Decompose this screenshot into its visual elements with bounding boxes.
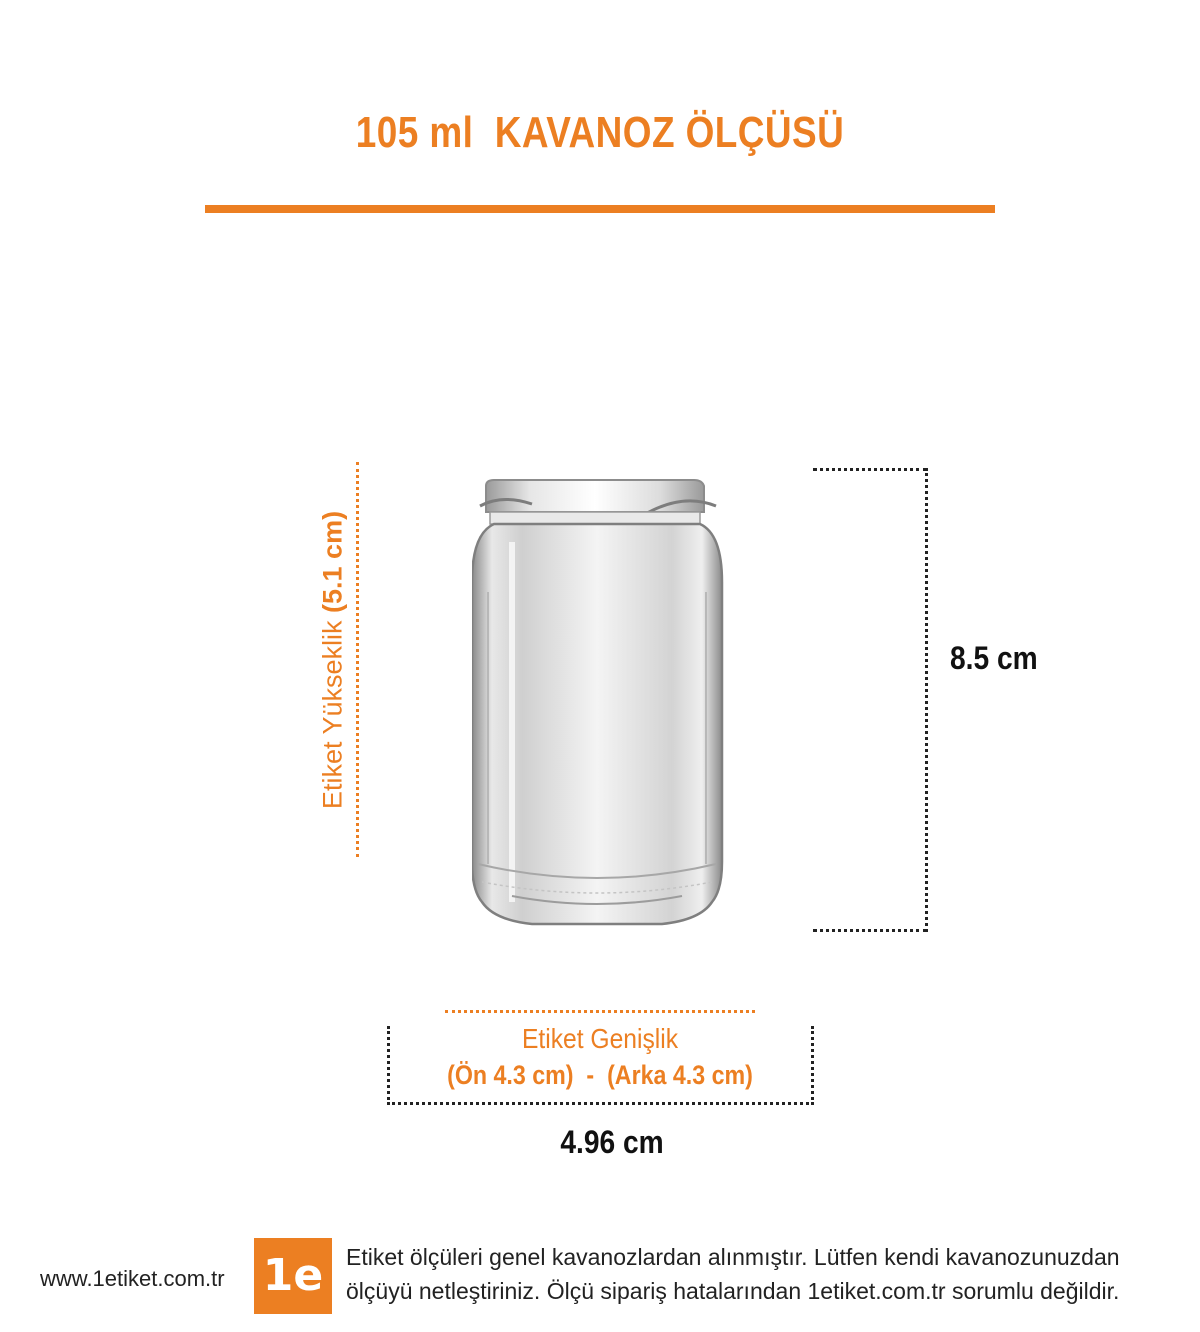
label-width-detail: (Ön 4.3 cm) - (Arka 4.3 cm) <box>447 1060 753 1090</box>
brand-logo <box>254 1238 332 1314</box>
page-title: 105 ml KAVANOZ ÖLÇÜSÜ <box>355 108 845 157</box>
title-underline <box>205 205 995 213</box>
footer-website: www.1etiket.com.tr <box>40 1266 225 1291</box>
label-height-value: (5.1 cm) <box>317 510 348 613</box>
footer-disclaimer: Etiket ölçüleri genel kavanozlardan alınmıştır. Lütfen kendi kavanozunuzdan ölçüyü netleştiriniz. Ölçü sipariş hatalarından 1etiket.com.tr sorumlu değildir. <box>346 1244 1120 1304</box>
label-width-line <box>445 1010 755 1013</box>
label-height-text <box>318 511 349 809</box>
label-width-title: Etiket Genişlik <box>521 1023 679 1054</box>
height-dimension-top <box>813 468 927 471</box>
logo-text: 1e <box>262 1250 324 1301</box>
jar-width-value: 4.96 cm <box>560 1124 664 1160</box>
jar-image <box>472 472 740 934</box>
label-height-line <box>356 462 359 857</box>
height-dimension-line <box>925 468 928 932</box>
jar-height-value: 8.5 cm <box>950 640 1038 676</box>
label-height-title: Etiket Yükseklik <box>317 620 348 810</box>
height-dimension-bottom <box>813 929 927 932</box>
